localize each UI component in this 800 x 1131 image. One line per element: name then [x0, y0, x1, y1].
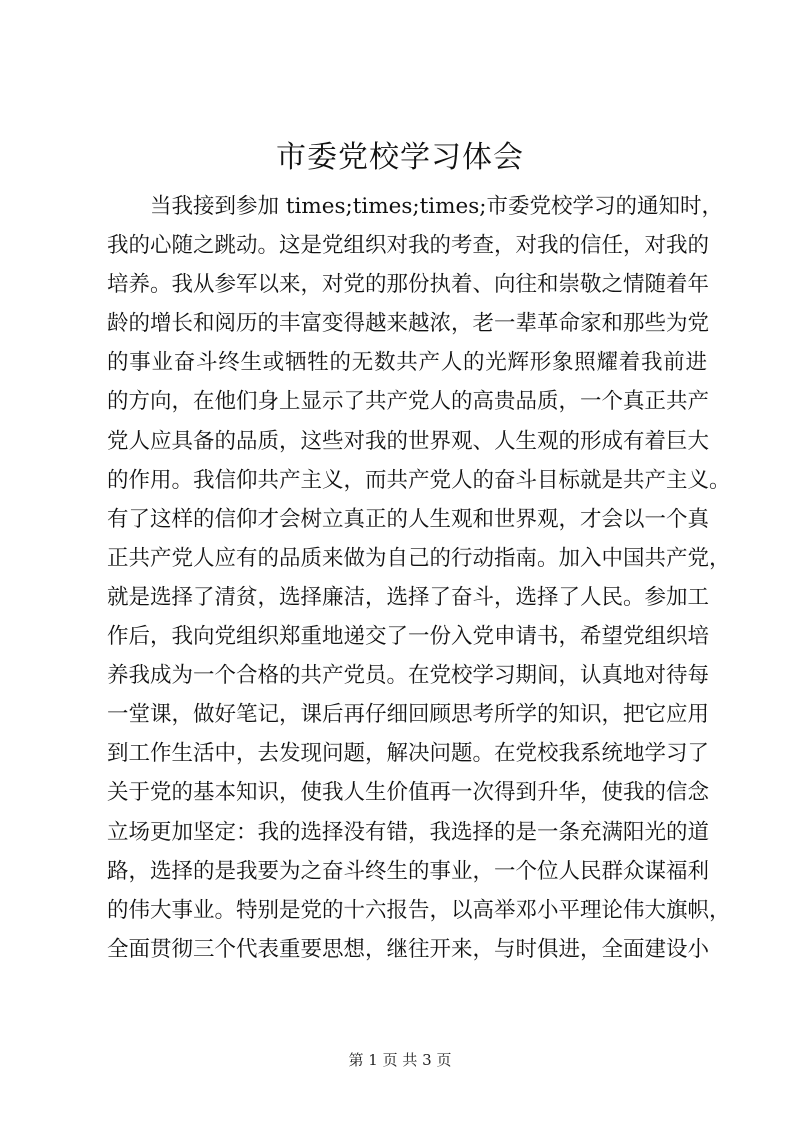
text-line: 的方向，在他们身上显示了共产党人的高贵品质，一个真正共产: [107, 389, 710, 415]
text-line: 正共产党人应有的品质来做为自己的行动指南。加入中国共产党，: [107, 545, 731, 571]
text-line: 全面贯彻三个代表重要思想，继往开来，与时俱进，全面建设小: [107, 936, 710, 962]
document-title: 市委党校学习体会: [276, 140, 524, 175]
body-paragraph: [107, 187, 731, 969]
text-line: 龄的增长和阅历的丰富变得越来越浓，老一辈革命家和那些为党: [107, 311, 710, 337]
text-line: 养我成为一个合格的共产党员。在党校学习期间，认真地对待每: [107, 663, 710, 689]
text-line: 有了这样的信仰才会树立真正的人生观和世界观，才会以一个真: [107, 506, 710, 532]
text-line: 一堂课，做好笔记，课后再仔细回顾思考所学的知识，把它应用: [107, 702, 710, 728]
text-line: 立场更加坚定：我的选择没有错，我选择的是一条充满阳光的道: [107, 819, 710, 845]
page-number-footer: 第 1 页 共 3 页: [348, 1051, 452, 1069]
text-line: 党人应具备的品质，这些对我的世界观、人生观的形成有着巨大: [107, 428, 710, 454]
text-line: 到工作生活中，去发现问题，解决问题。在党校我系统地学习了: [107, 741, 710, 767]
text-line: 路，选择的是我要为之奋斗终生的事业，一个位人民群众谋福利: [107, 858, 710, 884]
text-line: 当我接到参加 times;times;times;市委党校学习的通知时，: [150, 194, 724, 219]
text-line: 的作用。我信仰共产主义，而共产党人的奋斗目标就是共产主义。: [107, 467, 731, 493]
text-line: 的事业奋斗终生或牺牲的无数共产人的光辉形象照耀着我前进: [107, 350, 707, 376]
text-line: 作后，我向党组织郑重地递交了一份入党申请书，希望党组织培: [107, 624, 710, 650]
text-line: 关于党的基本知识，使我人生价值再一次得到升华，使我的信念: [107, 780, 710, 806]
text-line: 就是选择了清贫，选择廉洁，选择了奋斗，选择了人民。参加工: [107, 584, 710, 610]
text-line: 培养。我从参军以来，对党的那份执着、向往和崇敬之情随着年: [107, 272, 710, 298]
text-line: 的伟大事业。特别是党的十六报告，以高举邓小平理论伟大旗帜，: [107, 897, 731, 923]
text-line: 我的心随之跳动。这是党组织对我的考查，对我的信任，对我的: [107, 233, 710, 259]
